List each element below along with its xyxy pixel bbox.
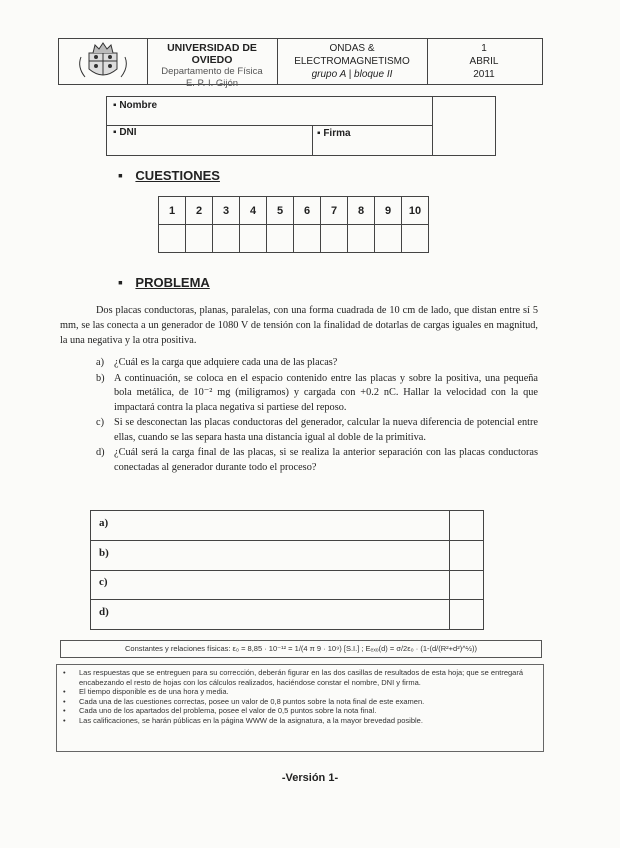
answer-row-label: b) bbox=[99, 546, 109, 559]
instruction-item: • Cada una de las cuestiones correctas, posee un valor de 0,8 puntos sobre la nota final de este examen. bbox=[79, 697, 539, 707]
group-label: grupo A | bloque II bbox=[311, 69, 393, 80]
school-name: E. P. I. Gijón bbox=[185, 78, 239, 89]
question-number: 5 bbox=[267, 197, 294, 225]
questions-title: CUESTIONES bbox=[135, 168, 220, 183]
answer-row-label: a) bbox=[99, 517, 109, 529]
question-answer-cell[interactable] bbox=[159, 225, 186, 253]
date-cell bbox=[427, 39, 541, 84]
question-answer-cell[interactable] bbox=[186, 225, 213, 253]
date-day: 1 bbox=[481, 43, 487, 54]
subject-cell bbox=[277, 39, 428, 84]
department-name: Departamento de Física bbox=[161, 66, 263, 77]
date-month: ABRIL bbox=[469, 56, 499, 67]
dni-field-label: ▪ DNI bbox=[113, 127, 137, 138]
question-answer-cell[interactable] bbox=[213, 225, 240, 253]
question-answer-cell[interactable] bbox=[348, 225, 375, 253]
problem-heading bbox=[118, 274, 210, 292]
instruction-item: • Las respuestas que se entreguen para su corrección, deberán figurar en las dos casillas de resultados de esta hoja; que se entregará encabezando el resto de hojas con los cálculos realizados, haciéndose constar el nombre, DNI y firma. bbox=[79, 668, 539, 687]
question-number: 8 bbox=[348, 197, 375, 225]
answer-row[interactable] bbox=[91, 511, 483, 541]
problem-item-text: ¿Cuál es la carga que adquiere cada una de las placas? bbox=[114, 357, 338, 368]
problem-item-key: b) bbox=[96, 372, 105, 384]
name-field-label: ▪ Nombre bbox=[113, 100, 158, 111]
question-answer-cell[interactable] bbox=[402, 225, 429, 253]
university-logo bbox=[59, 39, 148, 84]
question-number: 2 bbox=[186, 197, 213, 225]
question-answer-cell[interactable] bbox=[321, 225, 348, 253]
answer-row-label: c) bbox=[99, 576, 108, 588]
section-bullet: ▪ bbox=[118, 167, 123, 183]
problem-questions bbox=[92, 356, 538, 476]
question-number: 3 bbox=[213, 197, 240, 225]
question-number: 10 bbox=[402, 197, 429, 225]
question-number: 4 bbox=[240, 197, 267, 225]
problem-item-key: d) bbox=[96, 447, 105, 458]
university-cell bbox=[147, 39, 278, 89]
question-number: 9 bbox=[375, 197, 402, 225]
problem-item-key: c) bbox=[96, 417, 104, 428]
question-answer-cell[interactable] bbox=[240, 225, 267, 253]
question-number: 6 bbox=[294, 197, 321, 225]
question-number: 1 bbox=[159, 197, 186, 225]
question-answer-cell[interactable] bbox=[375, 225, 402, 253]
answer-table bbox=[90, 510, 484, 630]
version-label: -Versión 1- bbox=[281, 772, 339, 784]
problem-statement: Dos placas conductoras, planas, paralelas, con una forma cuadrada de 10 cm de lado, que distan entre sí 5 mm, se las conecta a un generador de 1080 V de tensión con la finalidad de dotarlas de cargas iguales en magnitud, la una negativa y la otra positiva. bbox=[60, 305, 538, 346]
problem-item-key: a) bbox=[96, 357, 104, 368]
subject-line2: ELECTROMAGNETISMO bbox=[294, 56, 410, 67]
signature-field-label: ▪ Firma bbox=[317, 128, 351, 139]
exam-header bbox=[58, 38, 543, 89]
problem-item-text: A continuación, se coloca en el espacio contenido entre las placas y sobre la positiva, una pequeña bola metálica, de 10⁻² mg (miligramos) y cargada con +0.2 nC. Hallar la velocidad con la que impactará contra la placa negativa si partiese del reposo. bbox=[114, 372, 538, 413]
answer-row[interactable] bbox=[91, 600, 483, 629]
instruction-item: • El tiempo disponible es de una hora y media. bbox=[79, 687, 539, 697]
date-year: 2011 bbox=[473, 69, 495, 80]
student-info-table bbox=[106, 96, 496, 156]
answer-row[interactable] bbox=[91, 541, 483, 571]
instruction-item: • Cada uno de los apartados del problema, posee el valor de 0,5 puntos sobre la nota final. bbox=[79, 706, 539, 716]
question-number: 7 bbox=[321, 197, 348, 225]
instruction-item: • Las calificaciones, se harán públicas en la página WWW de la asignatura, a la mayor brevedad posible. bbox=[79, 716, 539, 726]
subject-line1: ONDAS & bbox=[329, 43, 375, 54]
answer-row[interactable] bbox=[91, 570, 483, 600]
section-bullet: ▪ bbox=[118, 274, 123, 290]
constants-box: Constantes y relaciones físicas: ε₀ = 8,85 · 10⁻¹² = 1/(4 π 9 · 10⁹) [S.I.] ; Eₑₓₒ(d) = σ/2ε₀ · (1-(d/(R²+d²)^½)) bbox=[60, 640, 542, 658]
question-answer-cell[interactable] bbox=[294, 225, 321, 253]
questions-heading bbox=[118, 167, 220, 185]
problem-item bbox=[92, 416, 538, 445]
coat-of-arms-icon bbox=[59, 39, 147, 84]
problem-title: PROBLEMA bbox=[135, 275, 210, 290]
questions-answer-grid bbox=[158, 196, 429, 253]
problem-item-text: Si se desconectan las placas conductoras del generador, calcular la nueva diferencia de potencial entre ellas, cuando se las separa hasta una distancia igual al doble de la primitiva. bbox=[114, 417, 538, 443]
problem-item bbox=[92, 372, 538, 416]
instructions-box bbox=[56, 664, 544, 752]
university-name: UNIVERSIDAD DE OVIEDO bbox=[167, 42, 257, 66]
question-answer-cell[interactable] bbox=[267, 225, 294, 253]
problem-item bbox=[92, 356, 538, 371]
answer-row-label: d) bbox=[99, 605, 109, 618]
problem-item bbox=[92, 446, 538, 475]
problem-item-text: ¿Cuál será la carga final de las placas, si se realiza la anterior separación con las placas conductoras conectadas al generador durante todo el proceso? bbox=[114, 447, 538, 473]
